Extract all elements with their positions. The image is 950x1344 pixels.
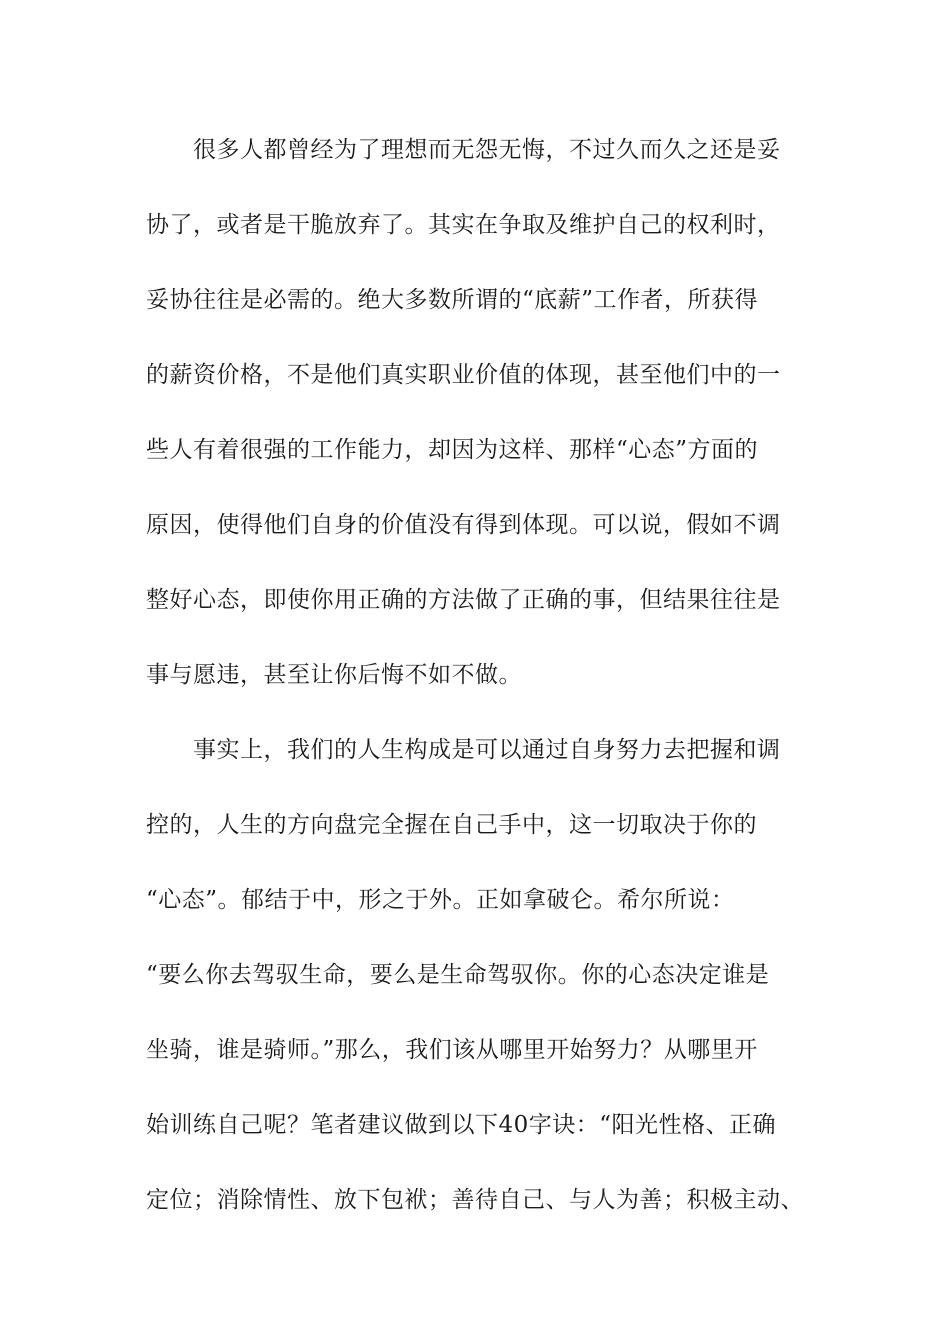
paragraph-2-line-1: 事实上，我们的人生构成是可以通过自身努力去把握和调 xyxy=(193,737,781,763)
paragraph-1-line-2: 协了，或者是干脆放弃了。其实在争取及维护自己的权利时， xyxy=(146,212,781,238)
paragraph-2-line-3: “心态”。郁结于中，形之于外。正如拿破仑。希尔所说： xyxy=(146,887,735,913)
paragraph-2-line-5: 坐骑，谁是骑师。”那么，我们该从哪里开始努力？从哪里开 xyxy=(146,1037,758,1063)
paragraph-1-line-6: 原因，使得他们自身的价值没有得到体现。可以说，假如不调 xyxy=(146,512,781,538)
paragraph-1-line-3: 妥协往往是必需的。绝大多数所谓的“底薪”工作者，所获得 xyxy=(146,287,759,313)
paragraph-1-line-5: 些人有着很强的工作能力，却因为这样、那样“心态”方面的 xyxy=(146,437,759,463)
body-text xyxy=(146,125,806,1250)
paragraph-2-line-7: 定位；消除情性、放下包袱；善待自己、与人为善；积极主动、 xyxy=(146,1187,804,1213)
paragraph-2-line-4: “要么你去驾驭生命，要么是生命驾驭你。你的心态决定谁是 xyxy=(146,962,770,988)
paragraph-2-line-2: 控的，人生的方向盘完全握在自己手中，这一切取决于你的 xyxy=(146,812,757,838)
paragraph-1-line-4: 的薪资价格，不是他们真实职业价值的体现，甚至他们中的一 xyxy=(146,362,781,388)
paragraph-2-line-6: 始训练自己呢？笔者建议做到以下40字诀：“阳光性格、正确 xyxy=(146,1112,777,1138)
paragraph-1-line-7: 整好心态，即使你用正确的方法做了正确的事，但结果往往是 xyxy=(146,587,781,613)
paragraph-1-line-8: 事与愿违，甚至让你后悔不如不做。 xyxy=(146,662,522,688)
paragraph-1-line-1: 很多人都曾经为了理想而无怨无悔，不过久而久之还是妥 xyxy=(193,137,781,163)
